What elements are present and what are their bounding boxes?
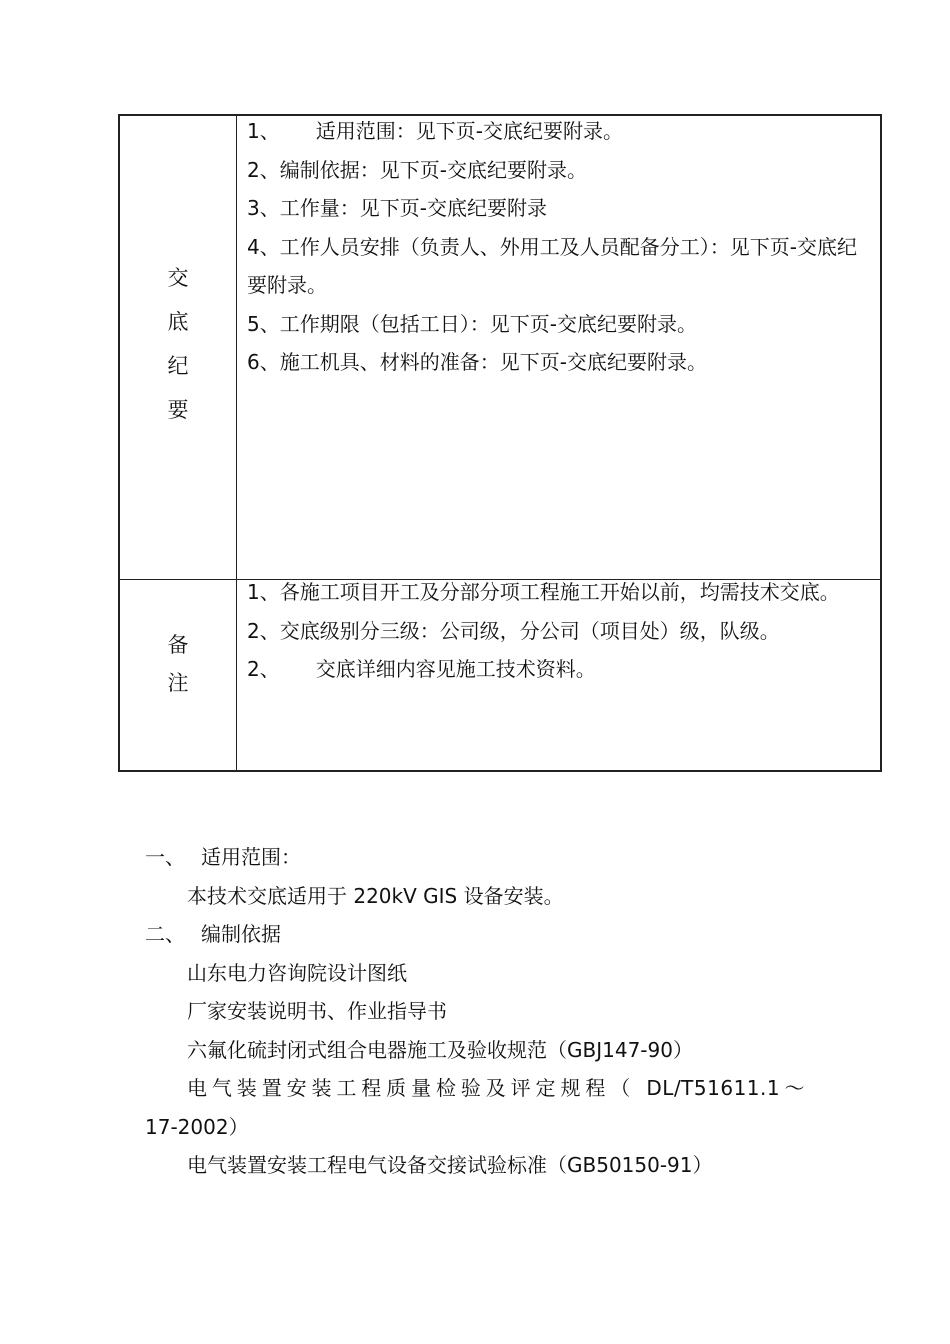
summary-item: 6、施工机具、材料的准备：见下页-交底纪要附录。 (247, 350, 707, 374)
label-char: 注 (167, 671, 189, 695)
reference-item: 山东电力咨询院设计图纸 (187, 960, 407, 985)
row-label-remarks (120, 626, 236, 702)
section-heading (145, 838, 805, 877)
reference-item: 电气装置安装工程电气设备交接试验标准（GB50150-91） (187, 1153, 713, 1177)
label-char: 交 (167, 266, 189, 290)
label-char: 要 (167, 398, 189, 422)
summary-content (247, 112, 874, 382)
section-title: 编制依据 (201, 922, 281, 946)
summary-item (247, 112, 874, 151)
summary-item: 2、编制依据：见下页-交底纪要附录。 (247, 157, 587, 182)
remark-item: 1、各施工项目开工及分部分项工程施工开始以前，均需技术交底。 (247, 580, 840, 604)
item-number: 1、 (247, 119, 280, 143)
remark-item: 2、交底级别分三级：公司级，分公司（项目处）级，队级。 (247, 618, 780, 643)
section-number: 二、 (145, 922, 185, 946)
item-text: 交底详细内容见施工技术资料。 (315, 657, 596, 681)
label-char: 底 (167, 310, 189, 334)
label-char: 备 (167, 633, 189, 657)
reference-item: 电气装置安装工程质量检验及评定规程（ DL/T51611.1～ (187, 1076, 805, 1100)
column-divider (236, 116, 237, 770)
paragraph: 本技术交底适用于 220kV GIS 设备安装。 (187, 883, 564, 908)
document-body (145, 838, 805, 1185)
section-number: 一、 (145, 845, 185, 869)
item-text: 适用范围：见下页-交底纪要附录。 (315, 119, 623, 143)
section-title: 适用范围： (201, 845, 301, 869)
label-char: 纪 (167, 354, 189, 378)
reference-item-continuation: 17-2002） (145, 1114, 249, 1139)
remark-item (247, 650, 874, 689)
reference-item: 六氟化硫封闭式组合电器施工及验收规范（GBJ147-90） (187, 1037, 693, 1062)
summary-item: 3、工作量：见下页-交底纪要附录 (247, 196, 547, 220)
summary-item: 4、工作人员安排（负责人、外用工及人员配备分工）：见下页-交底纪要附录。 (247, 234, 857, 297)
row-label-summary (120, 256, 236, 432)
handover-summary-table (118, 114, 882, 772)
remarks-content (247, 573, 874, 689)
summary-item: 5、工作期限（包括工日）：见下页-交底纪要附录。 (247, 311, 697, 336)
item-number: 2、 (247, 657, 280, 681)
reference-item: 厂家安装说明书、作业指导书 (187, 999, 447, 1023)
section-heading (145, 915, 805, 954)
